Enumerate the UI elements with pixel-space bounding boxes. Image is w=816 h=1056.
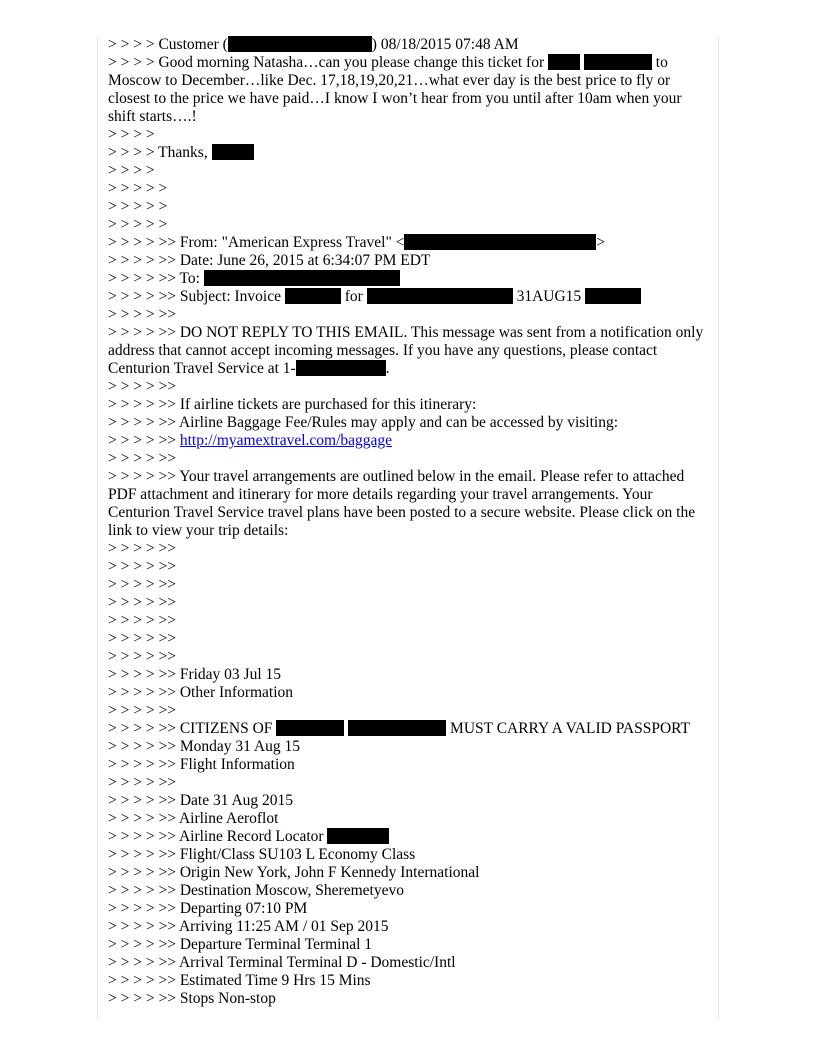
itinerary-date-line: > > > > >> Friday 03 Jul 15 [108, 666, 282, 683]
flight-detail-estimated-time: > > > > >> Estimated Time 9 Hrs 15 Mins [108, 972, 371, 989]
quote-line: > > > > >> [108, 378, 176, 395]
redaction-block [548, 54, 580, 70]
flight-detail-class: > > > > >> Flight/Class SU103 L Economy Class [108, 846, 416, 863]
quote-line: > > > > >> [108, 702, 176, 719]
baggage-link[interactable]: http://myamextravel.com/baggage [179, 432, 393, 449]
flight-info-line: > > > > >> Flight Information [108, 756, 295, 773]
tickets-line: > > > > >> If airline tickets are purchased for this itinerary: [108, 396, 477, 413]
redaction-block [585, 288, 641, 304]
redaction-block [228, 36, 372, 52]
quote-line: > > > > > [108, 180, 168, 197]
redaction-block [212, 144, 254, 160]
quote-line: > > > > > [108, 216, 168, 233]
flight-detail-departure-terminal: > > > > >> Departure Terminal Terminal 1 [108, 936, 373, 953]
flight-detail-origin: > > > > >> Origin New York, John F Kennedy International [108, 864, 480, 881]
redaction-block [327, 828, 389, 844]
flight-detail-departing: > > > > >> Departing 07:10 PM [108, 900, 308, 917]
customer-header-line: > > > > Customer ( ) 08/18/2015 07:48 AM [108, 36, 519, 53]
message-paragraph: > > > > Good morning Natasha…can you please change this ticket for to Moscow to December…like Dec. 17,18,19,20,21…what ever day is the best price to fly or closest to the price we have paid…I know I won’t hear from you until after 10am when your shift starts….! [108, 54, 682, 125]
quote-line: > > > > > [108, 198, 168, 215]
quote-line: > > > > >> [108, 648, 176, 665]
redaction-block [348, 720, 446, 736]
quote-line: > > > > >> [108, 630, 176, 647]
do-not-reply-paragraph: > > > > >> DO NOT REPLY TO THIS EMAIL. This message was sent from a notification only address that cannot accept incoming messages. If you have any questions, please contact Centurion Travel Service at 1- . [108, 324, 704, 377]
flight-detail-destination: > > > > >> Destination Moscow, Sheremetyevo [108, 882, 404, 899]
travel-arrangements-paragraph: > > > > >> Your travel arrangements are outlined below in the email. Please refer to attached PDF attachment and itinerary for more details regarding your travel arrangements. Your Centurion Travel Service travel plans have been posted to a secure website. Please click on the link to view your trip details: [108, 468, 696, 539]
flight-detail-locator: > > > > >> Airline Record Locator [108, 828, 712, 846]
redaction-block [285, 288, 341, 304]
flight-detail-stops: > > > > >> Stops Non-stop [108, 990, 276, 1007]
thanks-line: > > > > Thanks, [108, 144, 712, 162]
passport-line: > > > > >> CITIZENS OF MUST CARRY A VALID PASSPORT [108, 720, 691, 737]
from-line: > > > > >> From: "American Express Travel" < > [108, 234, 606, 251]
flight-date-line: > > > > >> Monday 31 Aug 15 [108, 738, 300, 755]
page-border-right [718, 36, 719, 1020]
flight-detail-arrival-terminal: > > > > >> Arrival Terminal Terminal D - Domestic/Intl [108, 954, 456, 971]
baggage-link-line: > > > > >> http://myamextravel.com/baggage [108, 432, 393, 449]
quote-line: > > > > >> [108, 306, 176, 323]
redaction-block [367, 288, 513, 304]
to-line: > > > > >> To: [108, 270, 712, 288]
quote-line: > > > > [108, 126, 155, 143]
flight-detail-date: > > > > >> Date 31 Aug 2015 [108, 792, 294, 809]
quote-line: > > > > >> [108, 774, 176, 791]
quote-line: > > > > >> [108, 450, 176, 467]
quote-line: > > > > >> [108, 558, 176, 575]
quote-line: > > > > [108, 162, 155, 179]
redaction-block [584, 54, 652, 70]
quote-line: > > > > >> [108, 576, 176, 593]
quote-line: > > > > >> [108, 594, 176, 611]
date-line: > > > > >> Date: June 26, 2015 at 6:34:07 PM EDT [108, 252, 431, 269]
quote-line: > > > > >> [108, 612, 176, 629]
flight-detail-arriving: > > > > >> Arriving 11:25 AM / 01 Sep 2015 [108, 918, 389, 935]
baggage-line: > > > > >> Airline Baggage Fee/Rules may apply and can be accessed by visiting: [108, 414, 619, 431]
page-border-left [97, 36, 98, 1020]
redaction-block [296, 360, 386, 376]
redaction-block [204, 270, 400, 286]
flight-detail-airline: > > > > >> Airline Aeroflot [108, 810, 279, 827]
subject-line: > > > > >> Subject: Invoice for 31AUG15 [108, 288, 712, 306]
quote-line: > > > > >> [108, 540, 176, 557]
redaction-block [404, 234, 596, 250]
other-info-line: > > > > >> Other Information [108, 684, 294, 701]
email-body [108, 36, 712, 1008]
redaction-block [276, 720, 344, 736]
